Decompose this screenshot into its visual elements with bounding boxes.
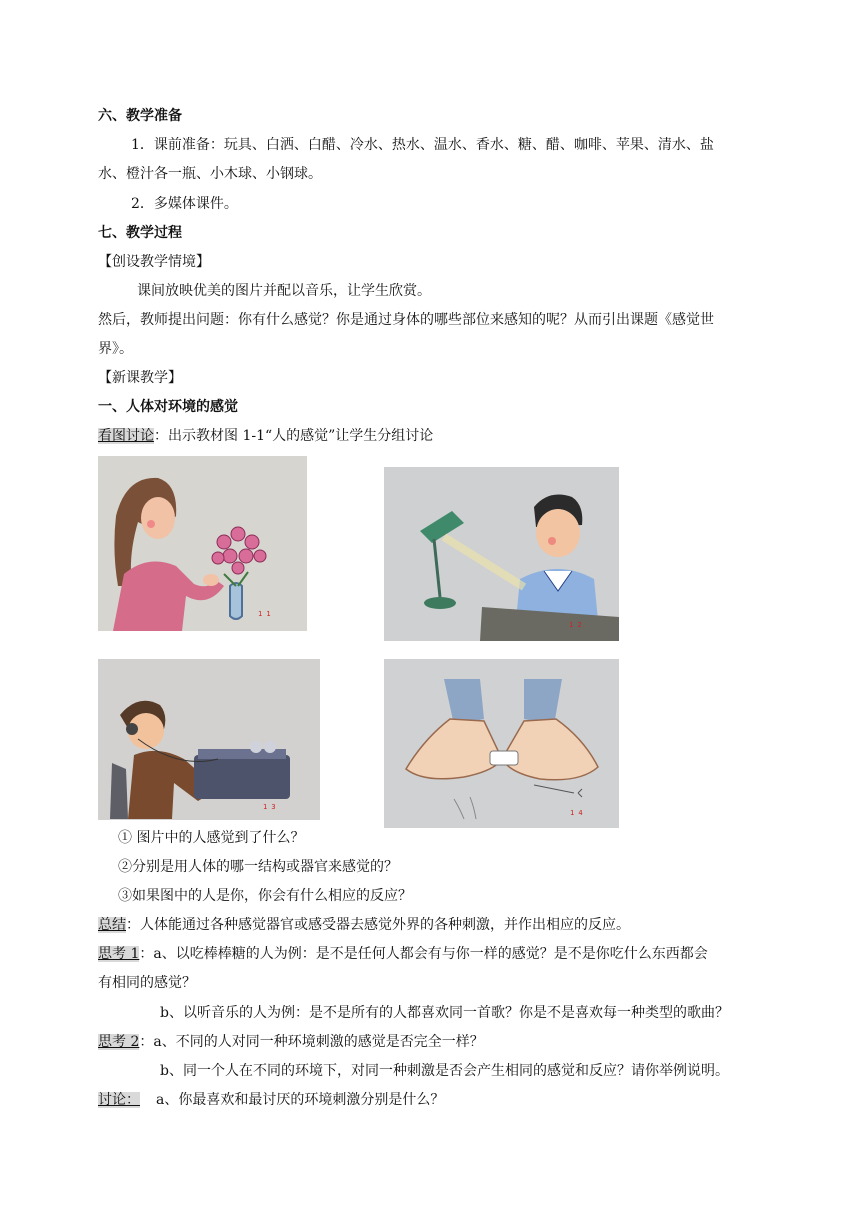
bracket-heading-new-lesson: 【新课教学】 [98,370,182,386]
smell-illustration [98,456,307,631]
think2-label: 思考 2 [98,1034,140,1050]
figure-hearing [98,659,320,820]
think1-label: 思考 1 [98,946,140,962]
question-2: ②分别是用人体的哪一结构或器官来感觉的？ [118,859,398,875]
summary-label: 总结 [98,917,126,933]
figure-touch [384,659,619,828]
think2-a-text: ：a、不同的人对同一种环境刺激的感觉是否完全一样？ [139,1034,484,1050]
touch-illustration [384,659,619,828]
figure-stamp: 1 4 [570,809,583,817]
prep-item-2: 2．多媒体课件。 [131,196,238,212]
question-paragraph-line1: 然后，教师提出问题：你有什么感觉？你是通过身体的哪些部位来感知的呢？从而引出课题《感觉世 [98,312,714,328]
summary-text: ：人体能通过各种感觉器官或感受器去感觉外界的各种刺激，并作出相应的反应。 [126,917,630,933]
figure-stamp: 1 1 [258,610,271,618]
discuss-label: 看图讨论 [98,428,154,444]
think1-b: b、以听音乐的人为例：是不是所有的人都喜欢同一首歌？你是不是喜欢每一种类型的歌曲？ [160,1005,729,1021]
discuss-figure-line [98,426,433,446]
summary-line [98,915,630,935]
sight-illustration [384,467,619,641]
part-heading-environment: 一、人体对环境的感觉 [98,399,238,415]
think2-b: b、同一个人在不同的环境下，对同一种刺激是否会产生相同的感觉和反应？请你举例说明。 [160,1063,729,1079]
discuss2-label: 讨论： [98,1092,140,1108]
question-1: ① 图片中的人感觉到了什么？ [118,830,305,846]
section-heading-prep: 六、教学准备 [98,108,182,124]
discuss2-a-text: a、你最喜欢和最讨厌的环境刺激分别是什么？ [156,1092,445,1108]
discuss2-line [98,1090,444,1110]
question-3: ③如果图中的人是你，你会有什么相应的反应？ [118,888,412,904]
section-heading-process: 七、教学过程 [98,225,182,241]
hearing-illustration [98,659,320,820]
figure-stamp: 1 3 [263,803,276,811]
bracket-heading-situation: 【创设教学情境】 [98,254,210,270]
discuss-text: ：出示教材图 1-1“人的感觉”让学生分组讨论 [154,428,434,444]
prep-item-1-line1: 1．课前准备：玩具、白洒、白醋、冷水、热水、温水、香水、糖、醋、咖啡、苹果、清水、盐 [131,137,714,153]
figure-stamp: 1 2 [569,621,582,629]
figure-sight [384,467,619,641]
situation-paragraph: 课间放映优美的图片并配以音乐，让学生欣赏。 [137,283,431,299]
think1-a-line2: 有相同的感觉？ [98,975,196,991]
figure-smell [98,456,307,631]
think1-a-text: ：a、以吃棒棒糖的人为例：是不是任何人都会有与你一样的感觉？是不是你吃什么东西都会 [139,946,708,962]
question-paragraph-line2: 界》。 [98,341,133,357]
think1-a-line1 [98,944,708,964]
prep-item-1-line2: 水、橙汁各一瓶、小木球、小钢球。 [98,166,322,182]
think2-a-line [98,1032,484,1052]
